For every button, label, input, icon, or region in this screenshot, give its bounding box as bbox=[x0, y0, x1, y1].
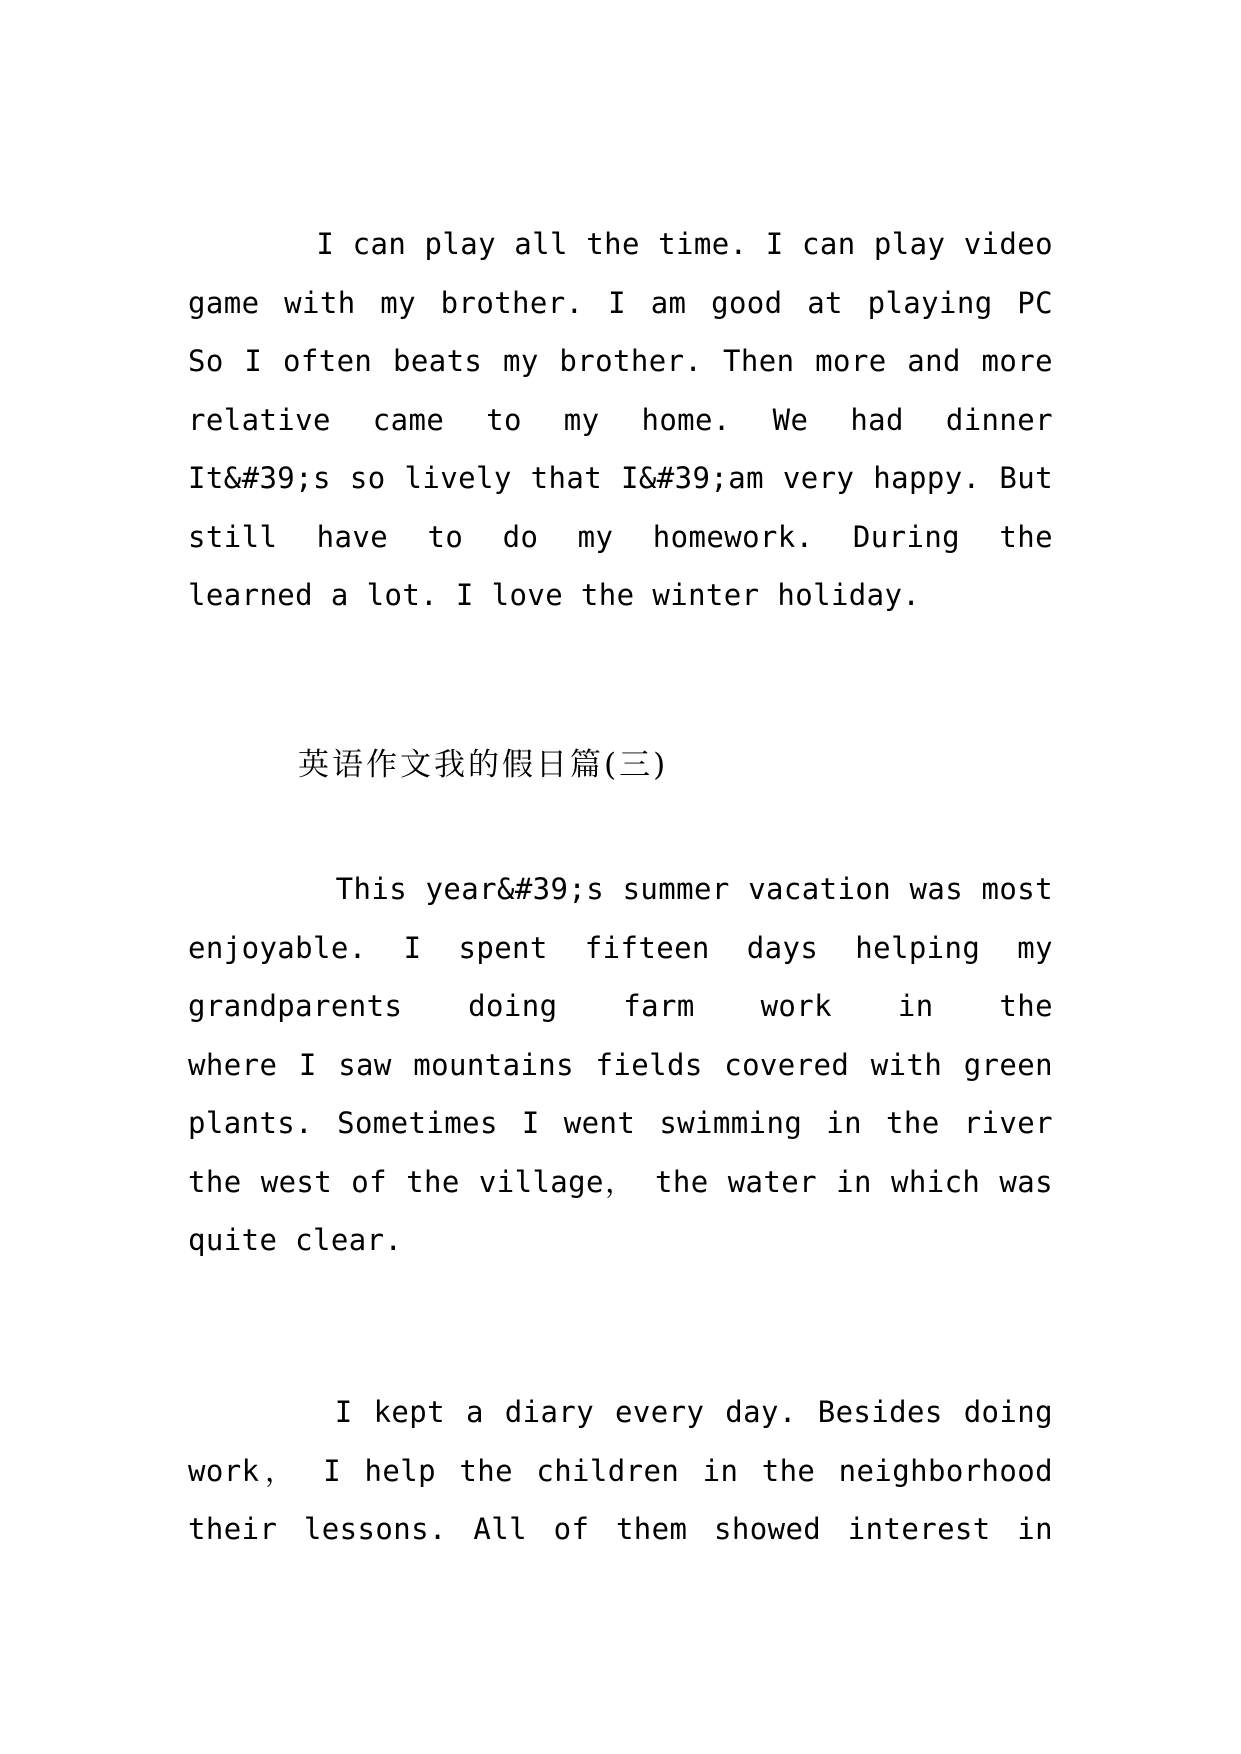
text-line: I kept a diary every day. Besides doing bbox=[334, 1395, 1053, 1429]
text-line: where I saw mountains fields covered with green bbox=[188, 1047, 1053, 1082]
text-line: learned a lot. I love the winter holiday. bbox=[188, 578, 921, 612]
text-line: I can play all the time. I can play video bbox=[188, 227, 1053, 261]
text-line: game with my brother. I am good at playing PC bbox=[188, 285, 1053, 320]
text-line: plants. Sometimes I went swimming in the river bbox=[188, 1106, 1053, 1140]
text-line: quite clear. bbox=[188, 1223, 403, 1257]
text-line: their lessons. All of them showed interest in bbox=[188, 1512, 1053, 1546]
paragraph-summer-vacation bbox=[188, 860, 1053, 1270]
text-line: the west of the village， the water in which was bbox=[188, 1164, 1053, 1199]
text-line: grandparents doing farm work in the bbox=[188, 989, 1053, 1023]
text-line: relative came to my home. We had dinner bbox=[188, 402, 1053, 437]
text-line: work， I help the children in the neighborhood bbox=[188, 1453, 1053, 1488]
text-line: So I often beats my brother. Then more and more bbox=[188, 344, 1053, 378]
paragraph-diary bbox=[188, 1383, 1053, 1559]
paragraph-winter-holiday bbox=[188, 215, 1053, 625]
text-line: still have to do my homework. During the bbox=[188, 519, 1053, 554]
text-line: enjoyable. I spent fifteen days helping my bbox=[188, 930, 1053, 965]
section-heading: 英语作文我的假日篇(三) bbox=[298, 747, 669, 783]
text-line: It&#39;s so lively that I&#39;am very happy. But bbox=[188, 461, 1053, 495]
text-line: This year&#39;s summer vacation was most bbox=[188, 872, 1053, 906]
